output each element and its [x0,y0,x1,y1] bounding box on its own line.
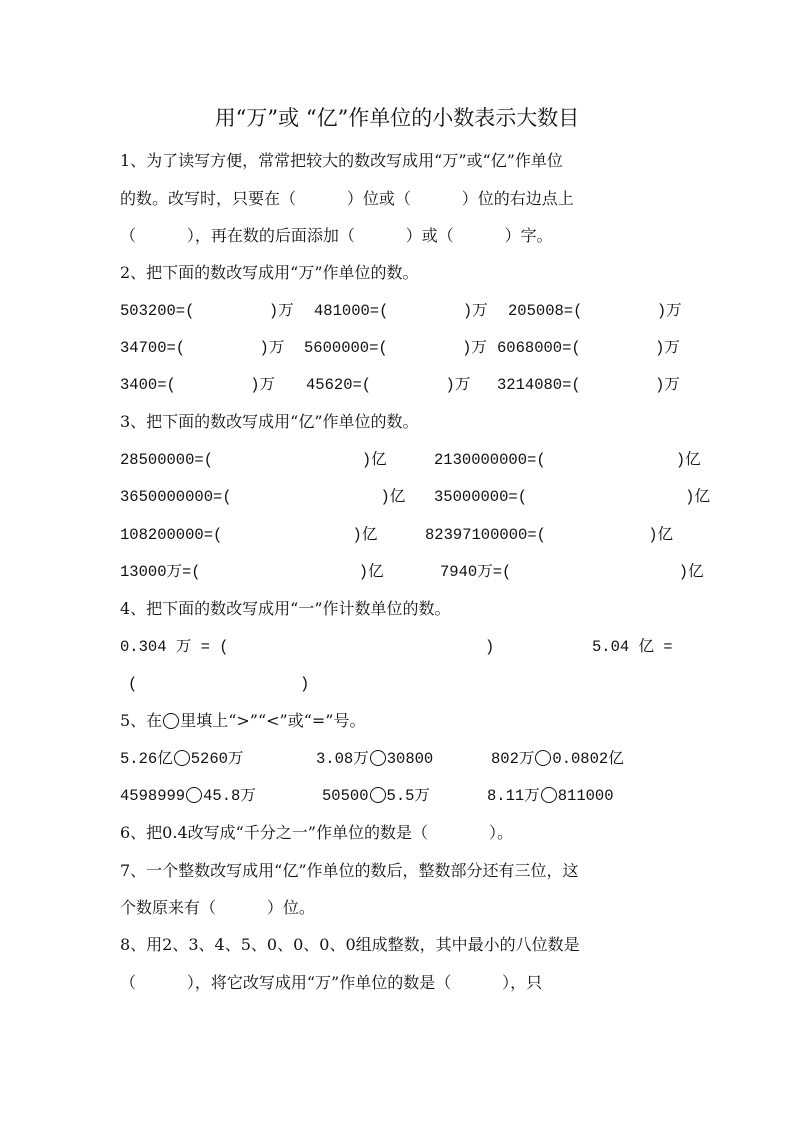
q5-item-left: 4598999 [120,787,186,805]
q8-line1: 8、用2、3、4、5、0、0、0、0组成整数，其中最小的八位数是 [120,935,580,954]
q3-item: 28500000=( )亿 [120,451,387,469]
q3-item: 82397100000=( )亿 [425,526,674,544]
q2-heading: 2、把下面的数改写成用“万”作单位的数。 [120,263,419,282]
q2-item: 5600000=( )万 [304,339,487,357]
q3-item: 2130000000=( )亿 [434,451,701,469]
q2-item: 503200=( )万 [120,302,294,320]
q5-item-left: 8.11万 [487,787,540,805]
q5-item [316,749,433,769]
q3-item: 7940万=( )亿 [440,563,704,581]
q7-line2: 个数原来有（ ）位。 [120,898,315,917]
q4-heading: 4、把下面的数改写成用“一”作计数单位的数。 [120,599,451,618]
blank-circle-icon[interactable] [535,750,551,766]
q5-item-right: 30800 [386,750,434,768]
q1-line1: 1、为了读写方便，常常把较大的数改写成用“万”或“亿”作单位 [120,151,563,170]
blank-circle-icon[interactable] [174,750,190,766]
q2-item: 3400=( )万 [120,376,276,394]
q3-item: 3650000000=( )亿 [120,488,406,506]
q3-item: 35000000=( )亿 [434,488,710,506]
blank-circle-icon[interactable] [370,787,386,803]
q1-line3: （ ），再在数的后面添加（ ）或（ ）字。 [120,226,553,245]
blank-circle-icon[interactable] [541,787,557,803]
q5-item-right: 5260万 [190,750,244,768]
q5-item-right: 45.8万 [203,787,256,805]
q5-heading-pre: 5、在 [120,711,163,730]
q1-line2: 的数。改写时，只要在（ ）位或（ ）位的右边点上 [120,189,574,208]
q5-item [487,786,614,806]
q4-left-expression: 0.304 万 = ( [120,638,229,656]
q5-item [120,749,243,769]
q5-item-left: 5.26亿 [120,750,173,768]
q3-item: 108200000=( )亿 [120,526,378,544]
q2-item: 3214080=( )万 [497,376,680,394]
q5-item-right: 5.5万 [386,787,430,805]
q7-line1: 7、一个整数改写成用“亿”作单位的数后，整数部分还有三位，这 [120,861,579,880]
q2-item: 205008=( )万 [508,302,682,320]
q5-item-right: 0.0802亿 [552,750,624,768]
q2-item: 45620=( )万 [306,376,471,394]
q5-item-right: 811000 [557,787,614,805]
q4-left-close-paren: ) [485,638,495,656]
blank-circle-icon[interactable] [370,750,386,766]
q5-item-left: 802万 [491,750,535,768]
q3-item: 13000万=( )亿 [120,563,384,581]
q4-line2-open-paren: ( [128,675,138,693]
q5-heading-post: 里填上“>”“<”或“=”号。 [180,711,366,730]
q3-heading: 3、把下面的数改写成用“亿”作单位的数。 [120,412,419,431]
q5-item [491,749,624,769]
q6-text: 6、把0.4改写成“千分之一”作单位的数是（ ）。 [120,823,514,842]
q5-item-left: 50500 [322,787,369,805]
q5-item [322,786,430,806]
q8-line2: （ ），将它改写成用“万”作单位的数是（ ），只 [120,973,543,992]
q2-item: 6068000=( )万 [497,339,680,357]
q4-right-expression: 5.04 亿 = [592,638,673,656]
q5-item-left: 3.08万 [316,750,369,768]
q2-item: 481000=( )万 [314,302,488,320]
q5-heading [120,711,366,731]
page-title: 用“万”或 “亿”作单位的小数表示大数目 [214,106,580,130]
q5-item [120,786,256,806]
q2-item: 34700=( )万 [120,339,285,357]
blank-circle-icon[interactable] [186,787,202,803]
q4-line2-close-paren: ) [300,675,310,693]
blank-circle-icon [163,713,179,729]
